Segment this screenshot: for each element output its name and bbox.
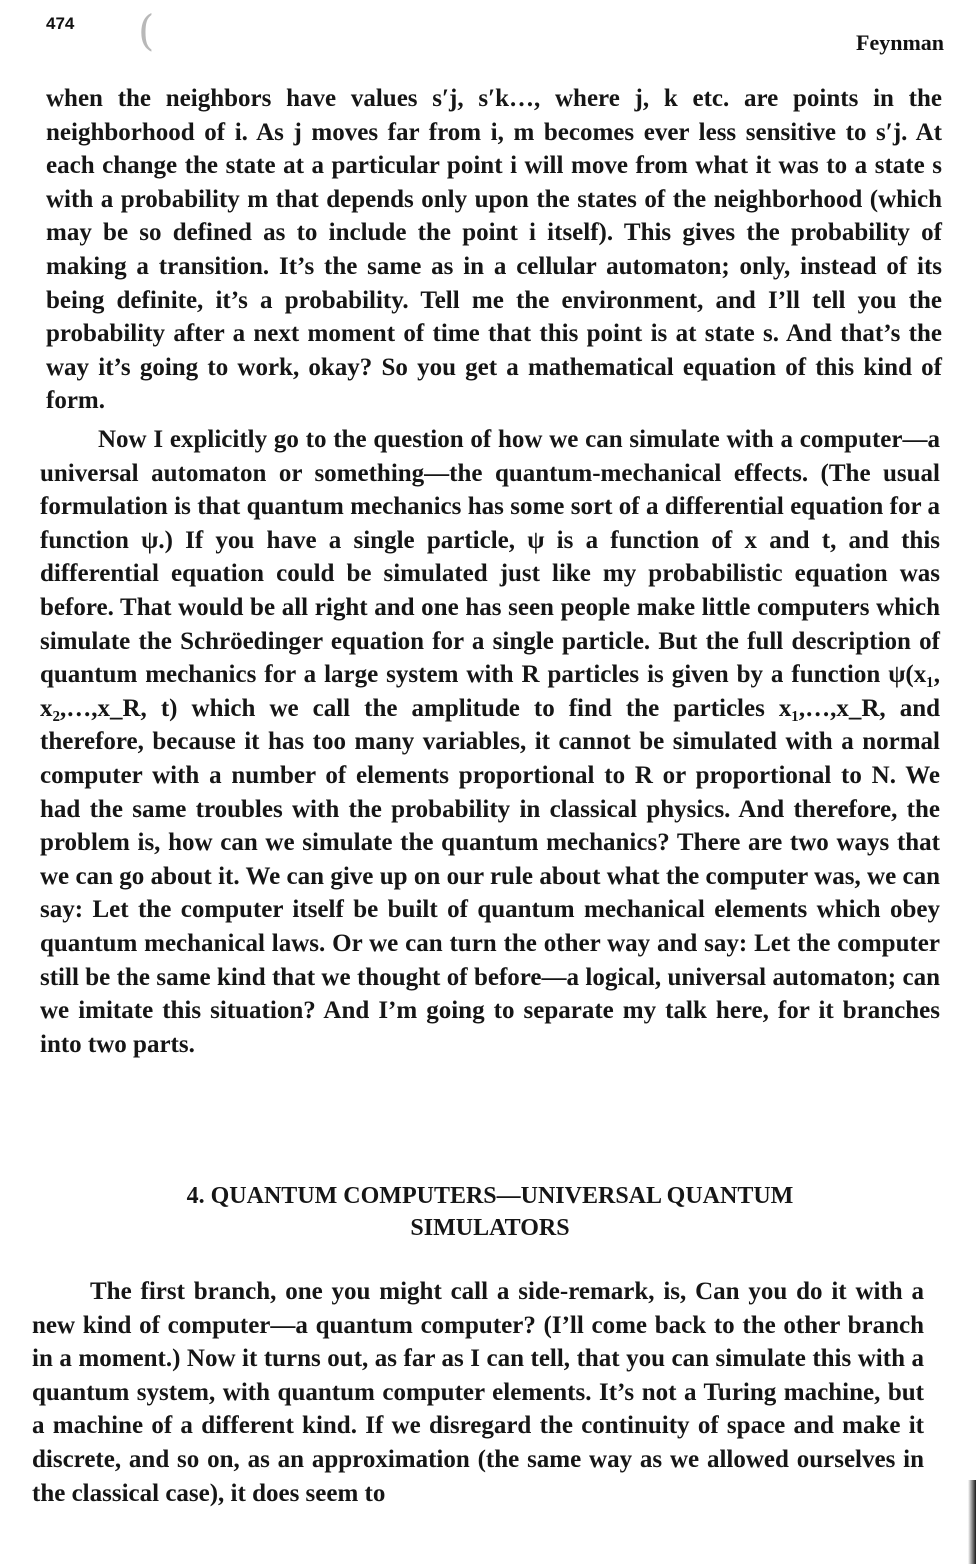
bracket-mark: ( bbox=[138, 6, 155, 55]
page-number: 474 bbox=[46, 14, 75, 33]
section-heading bbox=[40, 1180, 940, 1244]
section-heading-line-1: 4. QUANTUM COMPUTERS—UNIVERSAL QUANTUM bbox=[186, 1183, 794, 1209]
paragraph-1: when the neighbors have values s′j, s′k…, where j, k etc. are points in the neighborhood of i. As j moves far from i, m becomes ever less sensitive to s′j. At each change the state at a particular point i will move from what it was to a state s with a probability m that depends only upon the states of the neighborhood (which may be so defined as to include the point i itself). This gives the probability of making a transition. It’s the same as in a cellular automaton; only, instead of its being definite, it’s a probability. Tell me the environment, and I’ll tell you the probability after a next moment of time that this point is at state s. And that’s the way it’s going to work, okay? So you get a mathematical equation of this kind of form. bbox=[46, 85, 942, 415]
section-heading-line-2: SIMULATORS bbox=[410, 1215, 570, 1241]
paragraph-3: The first branch, one you might call a side-remark, is, Can you do it with a new kind of computer—a quantum computer? (I’ll come back to the other branch in a moment.) Now it turns out, as far as I can tell, that you can simulate this with a quantum system, with quantum computer elements. It’s not a Turing machine, but a machine of a different kind. If we disregard the continuity of space and make it discrete, and so on, as an approximation (the same way as we allowed ourselves in the classical case), it does seem to bbox=[32, 1278, 924, 1507]
page-edge-shadow bbox=[968, 1480, 976, 1564]
paragraph-2: Now I explicitly go to the question of how we can simulate with a computer—a universal automaton or something—the quantum-mechanical effects. (The usual formulation is that quantum mechanics has some sort of a differential equation for a function ψ.) If you have a single particle, ψ is a function of x and t, and this differential equation could be simulated just like my probabilistic equation was before. That would be all right and one has seen people make little computers which simulate the Schröedinger equation for a single particle. But the full description of quantum mechanics for a large system with R particles is given by a function ψ(x₁, x₂,…,x_R, t) which we call the amplitude to find the particles x₁,…,x_R, and therefore, because it has too many variables, it cannot be simulated with a normal computer with a number of elements proportional to R or proportional to N. We had the same troubles with the probability in classical physics. And therefore, the problem is, how can we simulate the quantum mechanics? There are two ways that we can go about it. We can give up on our rule about what the computer was, we can say: Let the computer itself be built of quantum mechanical elements which obey quantum mechanical laws. Or we can turn the other way and say: Let the computer still be the same kind that we thought of before—a logical, universal automaton; can we imitate this situation? And I’m going to separate my talk here, for it branches into two parts. bbox=[40, 426, 940, 1058]
running-head: Feynman bbox=[856, 30, 944, 55]
